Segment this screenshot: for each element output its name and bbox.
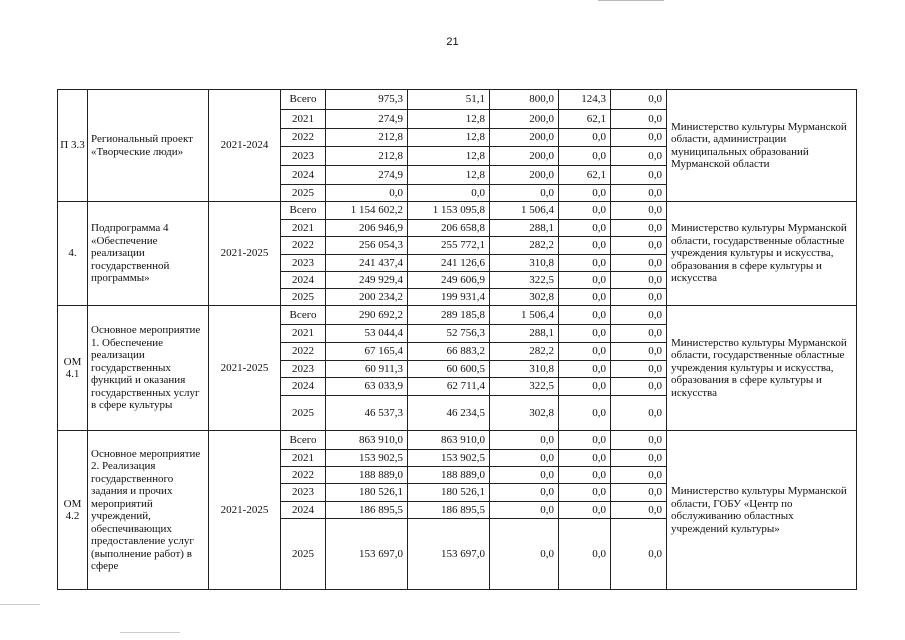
year-cell: 2022 <box>281 343 326 361</box>
year-cell: 2022 <box>281 129 326 147</box>
federal-budget-cell: 288,1 <box>490 220 559 237</box>
year-cell: 2025 <box>281 185 326 202</box>
federal-budget-cell: 0,0 <box>490 502 559 519</box>
total-cell: 274,9 <box>326 110 408 129</box>
row-name: Региональный проект «Творческие люди» <box>88 90 209 202</box>
regional-budget-cell: 52 756,3 <box>408 325 490 343</box>
other-sources-cell: 0,0 <box>611 519 667 590</box>
year-cell: 2024 <box>281 378 326 396</box>
federal-budget-cell: 282,2 <box>490 237 559 255</box>
scan-artifact <box>120 632 180 633</box>
table-row <box>58 431 857 450</box>
other-sources-cell: 0,0 <box>611 431 667 450</box>
regional-budget-cell: 153 902,5 <box>408 450 490 467</box>
page-number: 21 <box>446 36 459 48</box>
year-cell: 2025 <box>281 519 326 590</box>
year-cell: Всего <box>281 431 326 450</box>
other-sources-cell: 0,0 <box>611 255 667 272</box>
year-cell: 2022 <box>281 467 326 484</box>
federal-budget-cell: 1 506,4 <box>490 202 559 220</box>
year-cell: 2021 <box>281 220 326 237</box>
total-cell: 53 044,4 <box>326 325 408 343</box>
federal-budget-cell: 310,8 <box>490 361 559 378</box>
row-code: 4. <box>58 202 88 306</box>
budget-table <box>57 89 857 590</box>
total-cell: 180 526,1 <box>326 484 408 502</box>
local-budget-cell: 0,0 <box>559 467 611 484</box>
local-budget-cell: 0,0 <box>559 378 611 396</box>
local-budget-cell: 124,3 <box>559 90 611 110</box>
regional-budget-cell: 188 889,0 <box>408 467 490 484</box>
year-cell: 2021 <box>281 325 326 343</box>
regional-budget-cell: 153 697,0 <box>408 519 490 590</box>
other-sources-cell: 0,0 <box>611 306 667 325</box>
local-budget-cell: 0,0 <box>559 147 611 166</box>
total-cell: 241 437,4 <box>326 255 408 272</box>
year-cell: 2024 <box>281 272 326 289</box>
local-budget-cell: 0,0 <box>559 129 611 147</box>
total-cell: 200 234,2 <box>326 289 408 306</box>
local-budget-cell: 0,0 <box>559 289 611 306</box>
other-sources-cell: 0,0 <box>611 110 667 129</box>
federal-budget-cell: 0,0 <box>490 467 559 484</box>
regional-budget-cell: 249 606,9 <box>408 272 490 289</box>
other-sources-cell: 0,0 <box>611 361 667 378</box>
federal-budget-cell: 282,2 <box>490 343 559 361</box>
regional-budget-cell: 241 126,6 <box>408 255 490 272</box>
year-cell: Всего <box>281 306 326 325</box>
local-budget-cell: 0,0 <box>559 396 611 431</box>
federal-budget-cell: 310,8 <box>490 255 559 272</box>
year-cell: 2023 <box>281 484 326 502</box>
total-cell: 290 692,2 <box>326 306 408 325</box>
regional-budget-cell: 66 883,2 <box>408 343 490 361</box>
regional-budget-cell: 206 658,8 <box>408 220 490 237</box>
total-cell: 1 154 602,2 <box>326 202 408 220</box>
local-budget-cell: 0,0 <box>559 361 611 378</box>
table-row <box>58 90 857 110</box>
regional-budget-cell: 51,1 <box>408 90 490 110</box>
row-period: 2021-2025 <box>209 202 281 306</box>
local-budget-cell: 0,0 <box>559 272 611 289</box>
total-cell: 212,8 <box>326 147 408 166</box>
federal-budget-cell: 200,0 <box>490 129 559 147</box>
local-budget-cell: 0,0 <box>559 185 611 202</box>
federal-budget-cell: 800,0 <box>490 90 559 110</box>
local-budget-cell: 0,0 <box>559 255 611 272</box>
local-budget-cell: 0,0 <box>559 202 611 220</box>
regional-budget-cell: 255 772,1 <box>408 237 490 255</box>
total-cell: 212,8 <box>326 129 408 147</box>
other-sources-cell: 0,0 <box>611 166 667 185</box>
row-name: Основное мероприятие 1. Обеспечение реализации государственных функций и оказания государственных услуг в сфере культуры <box>88 306 209 431</box>
regional-budget-cell: 1 153 095,8 <box>408 202 490 220</box>
other-sources-cell: 0,0 <box>611 90 667 110</box>
other-sources-cell: 0,0 <box>611 289 667 306</box>
local-budget-cell: 62,1 <box>559 166 611 185</box>
row-code: ОМ 4.1 <box>58 306 88 431</box>
row-executor: Министерство культуры Мурманской области, государственные областные учреждения культуры и искусства, образования в сфере культуры и искусства <box>667 306 857 431</box>
other-sources-cell: 0,0 <box>611 185 667 202</box>
year-cell: 2022 <box>281 237 326 255</box>
federal-budget-cell: 200,0 <box>490 110 559 129</box>
local-budget-cell: 0,0 <box>559 237 611 255</box>
local-budget-cell: 0,0 <box>559 431 611 450</box>
total-cell: 67 165,4 <box>326 343 408 361</box>
year-cell: 2024 <box>281 502 326 519</box>
regional-budget-cell: 0,0 <box>408 185 490 202</box>
regional-budget-cell: 180 526,1 <box>408 484 490 502</box>
total-cell: 186 895,5 <box>326 502 408 519</box>
row-name: Подпрограмма 4 «Обеспечение реализации государственной программы» <box>88 202 209 306</box>
total-cell: 249 929,4 <box>326 272 408 289</box>
year-cell: Всего <box>281 202 326 220</box>
federal-budget-cell: 302,8 <box>490 396 559 431</box>
year-cell: 2025 <box>281 289 326 306</box>
year-cell: 2021 <box>281 450 326 467</box>
year-cell: 2023 <box>281 361 326 378</box>
regional-budget-cell: 60 600,5 <box>408 361 490 378</box>
regional-budget-cell: 12,8 <box>408 147 490 166</box>
total-cell: 60 911,3 <box>326 361 408 378</box>
federal-budget-cell: 0,0 <box>490 185 559 202</box>
federal-budget-cell: 0,0 <box>490 431 559 450</box>
regional-budget-cell: 289 185,8 <box>408 306 490 325</box>
local-budget-cell: 0,0 <box>559 484 611 502</box>
federal-budget-cell: 200,0 <box>490 147 559 166</box>
local-budget-cell: 0,0 <box>559 343 611 361</box>
federal-budget-cell: 0,0 <box>490 519 559 590</box>
other-sources-cell: 0,0 <box>611 325 667 343</box>
other-sources-cell: 0,0 <box>611 237 667 255</box>
federal-budget-cell: 0,0 <box>490 484 559 502</box>
year-cell: 2024 <box>281 166 326 185</box>
total-cell: 274,9 <box>326 166 408 185</box>
other-sources-cell: 0,0 <box>611 484 667 502</box>
year-cell: 2023 <box>281 255 326 272</box>
total-cell: 46 537,3 <box>326 396 408 431</box>
scan-artifact-line <box>598 0 664 1</box>
local-budget-cell: 0,0 <box>559 306 611 325</box>
federal-budget-cell: 1 506,4 <box>490 306 559 325</box>
federal-budget-cell: 288,1 <box>490 325 559 343</box>
other-sources-cell: 0,0 <box>611 129 667 147</box>
year-cell: 2025 <box>281 396 326 431</box>
other-sources-cell: 0,0 <box>611 396 667 431</box>
other-sources-cell: 0,0 <box>611 272 667 289</box>
regional-budget-cell: 186 895,5 <box>408 502 490 519</box>
row-period: 2021-2025 <box>209 306 281 431</box>
row-period: 2021-2025 <box>209 431 281 590</box>
other-sources-cell: 0,0 <box>611 450 667 467</box>
federal-budget-cell: 0,0 <box>490 450 559 467</box>
total-cell: 153 697,0 <box>326 519 408 590</box>
year-cell: Всего <box>281 90 326 110</box>
federal-budget-cell: 200,0 <box>490 166 559 185</box>
federal-budget-cell: 322,5 <box>490 378 559 396</box>
other-sources-cell: 0,0 <box>611 343 667 361</box>
local-budget-cell: 0,0 <box>559 325 611 343</box>
row-code: ОМ 4.2 <box>58 431 88 590</box>
row-executor: Министерство культуры Мурманской области, государственные областные учреждения культуры и искусства, образования в сфере культуры и искусства <box>667 202 857 306</box>
regional-budget-cell: 46 234,5 <box>408 396 490 431</box>
other-sources-cell: 0,0 <box>611 502 667 519</box>
regional-budget-cell: 62 711,4 <box>408 378 490 396</box>
table-row <box>58 202 857 220</box>
total-cell: 975,3 <box>326 90 408 110</box>
total-cell: 188 889,0 <box>326 467 408 484</box>
federal-budget-cell: 302,8 <box>490 289 559 306</box>
row-executor: Министерство культуры Мурманской области, администрации муниципальных образований Мурманской области <box>667 90 857 202</box>
regional-budget-cell: 12,8 <box>408 110 490 129</box>
year-cell: 2023 <box>281 147 326 166</box>
total-cell: 153 902,5 <box>326 450 408 467</box>
other-sources-cell: 0,0 <box>611 467 667 484</box>
table-body <box>58 90 857 590</box>
total-cell: 863 910,0 <box>326 431 408 450</box>
total-cell: 206 946,9 <box>326 220 408 237</box>
row-name: Основное мероприятие 2. Реализация государственного задания и прочих мероприятий учреждений, обеспечивающих предоставление услуг (выполнение работ) в сфере <box>88 431 209 590</box>
local-budget-cell: 0,0 <box>559 519 611 590</box>
year-cell: 2021 <box>281 110 326 129</box>
row-period: 2021-2024 <box>209 90 281 202</box>
table-row <box>58 306 857 325</box>
scan-artifact <box>0 604 40 605</box>
local-budget-cell: 62,1 <box>559 110 611 129</box>
local-budget-cell: 0,0 <box>559 450 611 467</box>
total-cell: 63 033,9 <box>326 378 408 396</box>
other-sources-cell: 0,0 <box>611 378 667 396</box>
regional-budget-cell: 12,8 <box>408 129 490 147</box>
total-cell: 0,0 <box>326 185 408 202</box>
row-executor: Министерство культуры Мурманской области, ГОБУ «Центр по обслуживанию областных учреждений культуры» <box>667 431 857 590</box>
other-sources-cell: 0,0 <box>611 220 667 237</box>
local-budget-cell: 0,0 <box>559 502 611 519</box>
federal-budget-cell: 322,5 <box>490 272 559 289</box>
other-sources-cell: 0,0 <box>611 147 667 166</box>
other-sources-cell: 0,0 <box>611 202 667 220</box>
local-budget-cell: 0,0 <box>559 220 611 237</box>
regional-budget-cell: 12,8 <box>408 166 490 185</box>
regional-budget-cell: 199 931,4 <box>408 289 490 306</box>
regional-budget-cell: 863 910,0 <box>408 431 490 450</box>
row-code: П 3.3 <box>58 90 88 202</box>
total-cell: 256 054,3 <box>326 237 408 255</box>
